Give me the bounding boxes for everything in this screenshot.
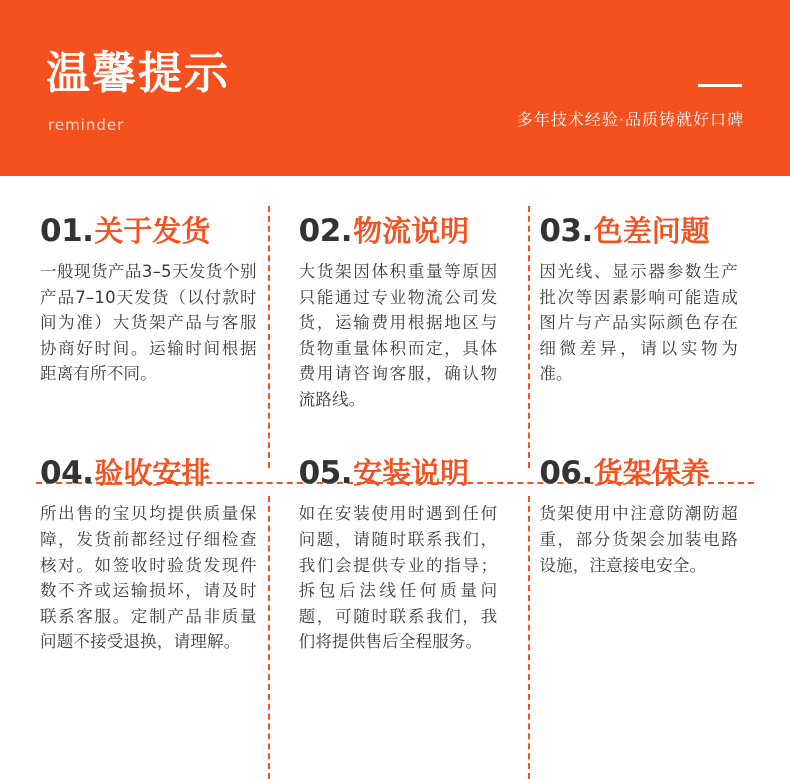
note-body: 因光线、显示器参数生产批次等因素影响可能造成图片与产品实际颜色存在细微差异，请以实物为准。 — [539, 262, 738, 384]
note-title: 货架保养 — [593, 456, 710, 491]
header-slogan: 多年技术经验·品质铸就好口碑 — [516, 110, 744, 129]
note-item — [34, 210, 275, 430]
note-number: 01. — [40, 213, 94, 249]
note-item — [515, 210, 756, 430]
note-heading — [539, 213, 738, 249]
note-heading — [298, 455, 498, 492]
note-body: 大货架因体积重量等原因只能通过专业物流公司发货，运输费用根据地区与货物重量体积而定，具体费用请咨询客服，确认物流路线。 — [298, 262, 498, 409]
note-number: 02. — [298, 213, 353, 249]
page-title: 温馨提示 — [46, 48, 230, 99]
page-subtitle: reminder — [48, 116, 125, 134]
note-heading — [298, 213, 498, 249]
note-title: 色差问题 — [593, 214, 710, 248]
note-body: 货架使用中注意防潮防超重，部分货架会加装电路设施，注意接电安全。 — [539, 504, 738, 575]
header-banner — [0, 0, 790, 176]
note-number: 05. — [298, 455, 353, 492]
note-title: 验收安排 — [94, 456, 211, 491]
note-number: 03. — [539, 213, 593, 249]
note-body: 所出售的宝贝均提供质量保障，发货前都经过仔细检查核对。如签收时验货发现件数不齐或运输损坏，请及时联系客服。定制产品非质量问题不接受退换，请理解。 — [40, 504, 257, 652]
note-item — [34, 430, 275, 672]
notes-grid — [0, 176, 790, 673]
header-banner-content — [46, 0, 744, 176]
note-heading — [40, 455, 257, 492]
note-heading — [539, 455, 738, 492]
note-number: 06. — [539, 455, 593, 492]
divider-dash — [698, 84, 742, 87]
note-title: 关于发货 — [94, 214, 211, 248]
note-heading — [40, 213, 257, 249]
note-number: 04. — [40, 455, 94, 492]
note-body: 一般现货产品3–5天发货个别产品7–10天发货（以付款时间为准）大货架产品与客服协商好时间。运输时间根据距离有所不同。 — [40, 262, 257, 384]
note-item — [275, 210, 516, 430]
note-item — [275, 430, 516, 672]
note-body: 如在安装使用时遇到任何问题，请随时联系我们，我们会提供专业的指导；拆包后法线任何质量问题，可随时联系我们，我们将提供售后全程服务。 — [298, 504, 498, 652]
note-item — [515, 430, 756, 672]
note-title: 物流说明 — [353, 214, 470, 248]
note-title: 安装说明 — [353, 456, 470, 491]
